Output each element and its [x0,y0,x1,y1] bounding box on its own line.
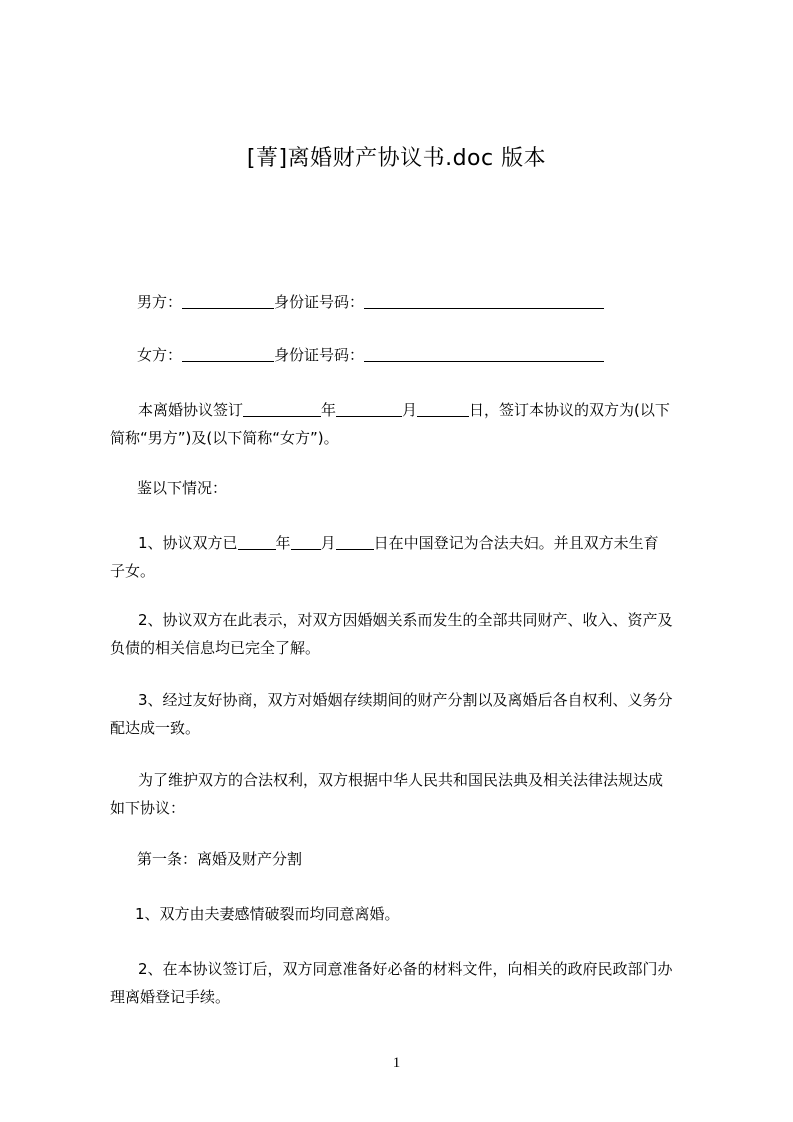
purpose-paragraph [110,766,710,822]
item1-day-blank [336,533,374,550]
item1-year: 年 [275,534,291,552]
female-party-line [137,341,737,369]
item1-paragraph [110,529,710,585]
signing-line2: 简称“男方”)及(以下简称“女方”)。 [110,429,339,447]
page-number: 1 [392,1055,401,1071]
item1-month-blank [291,533,321,550]
signing-paragraph [110,396,710,452]
female-label: 女方： [137,346,183,364]
male-id-label: 身份证号码： [274,293,365,311]
article1-item2-line2: 理离婚登记手续。 [110,988,231,1006]
article1-item2-line1: 2、在本协议签订后，双方同意准备好必备的材料文件，向相关的政府民政部门办 [138,960,673,978]
female-name-blank [182,345,274,362]
item3-line2: 配达成一致。 [110,719,201,737]
male-party-line [137,288,737,316]
female-id-label: 身份证号码： [274,346,365,364]
article1-item1: 1、双方由夫妻感情破裂而均同意离婚。 [135,905,400,923]
signing-day-suffix: 日，签订本协议的双方为(以下 [469,401,670,419]
male-name-blank [182,292,274,309]
item1-year-blank [238,533,276,550]
signing-prefix: 本离婚协议签订 [138,401,244,419]
item2-line1: 2、协议双方在此表示，对双方因婚姻关系而发生的全部共同财产、收入、资产及 [138,611,673,629]
item2-line2: 负债的相关信息均已完全了解。 [110,639,321,657]
male-id-blank [364,292,604,309]
item1-suffix: 日在中国登记为合法夫妇。并且双方未生育 [373,534,659,552]
male-label: 男方： [137,293,183,311]
signing-year-blank [243,400,321,417]
article1-item2-paragraph [110,955,710,1011]
item2-paragraph [110,606,710,662]
year-label: 年 [321,401,337,419]
signing-day-blank [417,400,469,417]
recital-heading: 鉴以下情况： [137,479,228,497]
signing-month-blank [336,400,402,417]
document-title: [菁]离婚财产协议书.doc 版本 [246,146,547,171]
item3-line1: 3、经过友好协商，双方对婚姻存续期间的财产分割以及离婚后各自权利、义务分 [138,691,673,709]
article1-heading: 第一条：离婚及财产分割 [137,850,303,868]
month-label: 月 [402,401,418,419]
female-id-blank [364,345,604,362]
item1-prefix: 1、协议双方已 [138,534,238,552]
item3-paragraph [110,686,710,742]
item1-month: 月 [320,534,336,552]
item1-line2: 子女。 [110,562,156,580]
purpose-line2: 如下协议： [110,799,186,817]
purpose-line1: 为了维护双方的合法权利，双方根据中华人民共和国民法典及相关法律法规达成 [138,771,664,789]
